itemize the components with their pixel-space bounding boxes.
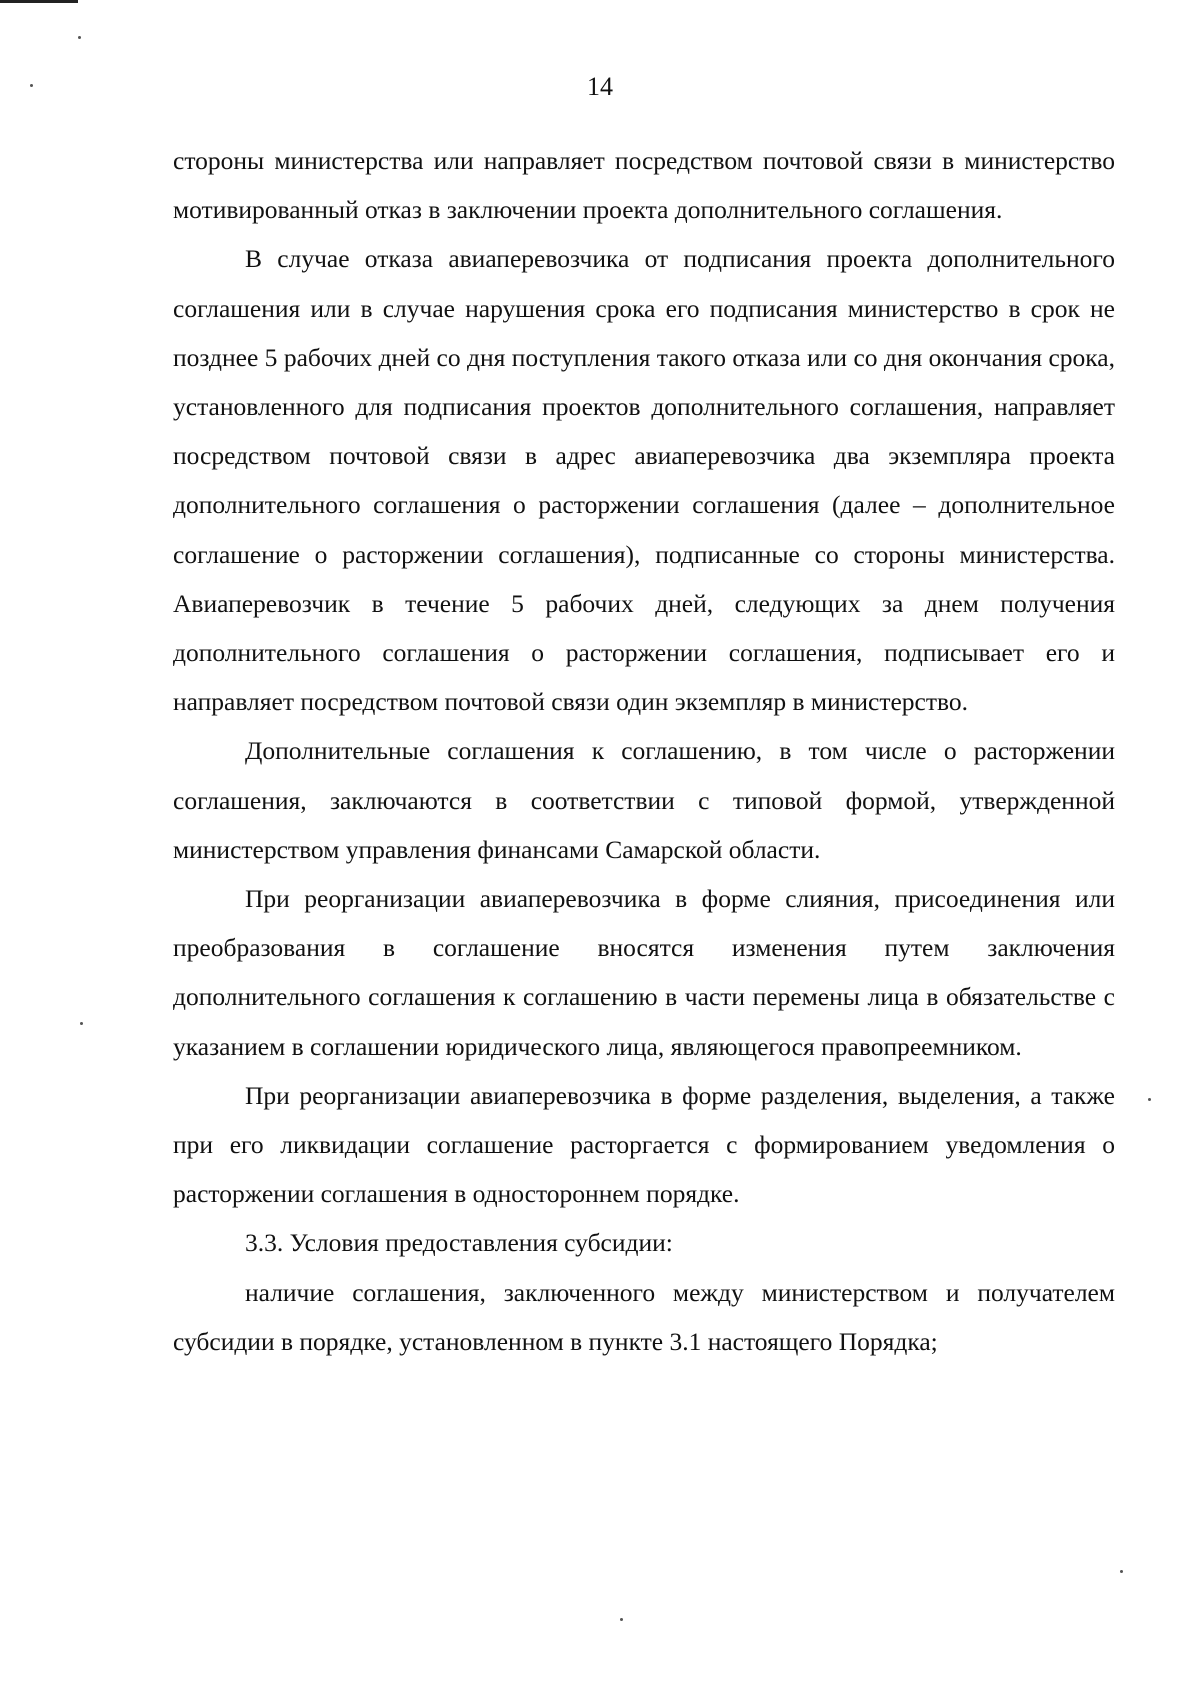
scan-speck [80, 1022, 83, 1025]
page-number: 14 [587, 72, 613, 101]
paragraph-supplementary-agreements: Дополнительные соглашения к соглашению, в том числе о расторжении соглашения, заключаются в соответствии с типовой формой, утвержденной министерством управления финансами Самарской области. [173, 736, 1115, 864]
scan-speck [1120, 1570, 1123, 1573]
section-heading-3-3: 3.3. Условия предоставления субсидии: [245, 1228, 673, 1258]
scan-speck [1148, 1098, 1151, 1101]
body-text [173, 136, 1115, 1366]
scan-speck [78, 36, 81, 39]
scan-speck [620, 1618, 623, 1621]
paragraph-reorganization-division: При реорганизации авиаперевозчика в форме разделения, выделения, а также при его ликвидации соглашение расторгается с формированием уведомления о расторжении соглашения в одностороннем порядке. [173, 1080, 1115, 1209]
paragraph-condition-agreement: наличие соглашения, заключенного между министерством и получателем субсидии в порядке, установленном в пункте 3.1 настоящего Порядка; [173, 1277, 1115, 1356]
paragraph-continuation: стороны министерства или направляет посредством почтовой связи в министерство мотивированный отказ в заключении проекта дополнительного соглашения. [173, 146, 1115, 225]
paragraph-refusal: В случае отказа авиаперевозчика от подписания проекта дополнительного соглашения или в случае нарушения срока его подписания министерство в срок не позднее 5 рабочих дней со дня поступления такого отказа или со дня окончания срока, установленного для подписания проектов дополнительного соглашения, направляет посредством почтовой связи в адрес авиаперевозчика два экземпляра проекта дополнительного соглашения о расторжении соглашения (далее – дополнительное соглашение о расторжении соглашения), подписанные со стороны министерства. Авиаперевозчик в течение 5 рабочих дней, следующих за днем получения дополнительного соглашения о расторжении соглашения, подписывает его и направляет посредством почтовой связи один экземпляр в министерство. [173, 244, 1115, 717]
paragraph-reorganization-merger: При реорганизации авиаперевозчика в форме слияния, присоединения или преобразования в соглашение вносятся изменения путем заключения дополнительного соглашения к соглашению в части перемены лица в обязательстве с указанием в соглашении юридического лица, являющегося правопреемником. [173, 884, 1115, 1061]
scan-corner-mark [0, 0, 78, 3]
